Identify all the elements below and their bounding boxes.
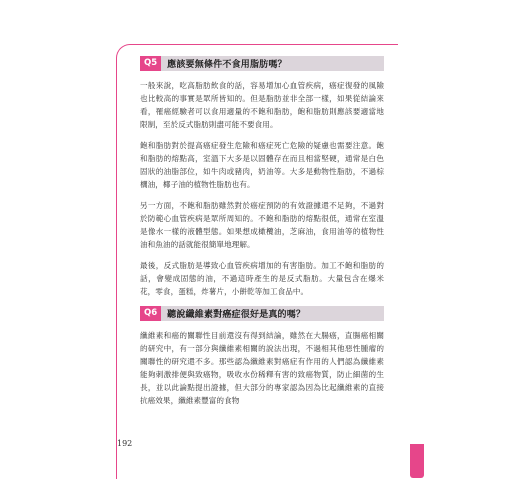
q5-paragraph-2: 飽和脂肪對於提高癌症發生危險和癌症死亡危險的疑慮也需要注意。飽和脂肪的熔點高，室溫下大多是以固體存在而且相當堅硬，通常是白色固狀的油脂部位，如牛肉或豬肉，奶油等。大多是動物性脂肪，不過棕櫚油，椰子油的植物性脂肪也有。: [140, 141, 384, 189]
q6-paragraph-1: 纖維素和癌的關聯性目前還沒有得到結論，雖然在大腸癌，直腸癌相關的研究中，有一部分與纖維素相關的說法出現，不過相其他惡性腫瘤的關聯性的研究還不多。那些認為纖維素對癌症有作用的人們認為纖維素能夠刺激排便與致癌物，吸收水份稀釋有害的致癌物質，防止細菌的生長，並以此論點提出證據，但大部分的專家認為因為比起纖維素的直接抗癌效果，纖維素豐富的食物: [140, 331, 384, 405]
q6-title: 聽說纖維素對癌症很好是真的嗎？: [167, 310, 306, 320]
q5-title: 應該要無條件不食用脂肪嗎？: [167, 60, 287, 70]
q5-badge: Q5: [140, 56, 161, 71]
q5-paragraph-4: 最後，反式脂肪是導致心血管疾病增加的有害脂肪。加工不飽和脂肪的話，會變成固態的油，不過這時產生的是反式脂肪。大量包含在爆米花，零食，蛋糕，炸薯片，小餅乾等加工食品中。: [140, 261, 384, 296]
q6-heading: [140, 306, 384, 321]
q5-heading: [140, 56, 384, 71]
page-number: 192: [117, 439, 133, 448]
q6-badge: Q6: [140, 306, 161, 321]
q5-paragraph-1: 一般來說，吃高脂肪飲食的話，容易增加心血管疾病，癌症復發的風險也比較高的事實是眾所皆知的。但是脂肪並非全部一樣，如果從結論來看，罹癌經驗者可以食用適量的不飽和脂肪，飽和脂肪則應該要適當地限制，至於反式脂肪則盡可能不要食用。: [140, 81, 384, 129]
page-content: [140, 56, 384, 415]
q5-paragraph-3: 另一方面，不飽和脂肪雖然對於癌症預防的有效證據還不足夠，不過對於防範心血管疾病是眾所周知的。不飽和脂肪的熔點很低，通常在室溫是像水一樣的液體型態。如果想成橄欖油，芝麻油，食用油等的植物性油和魚油的話就能很簡單地理解。: [140, 201, 384, 249]
page-edge-tab: [410, 444, 424, 478]
